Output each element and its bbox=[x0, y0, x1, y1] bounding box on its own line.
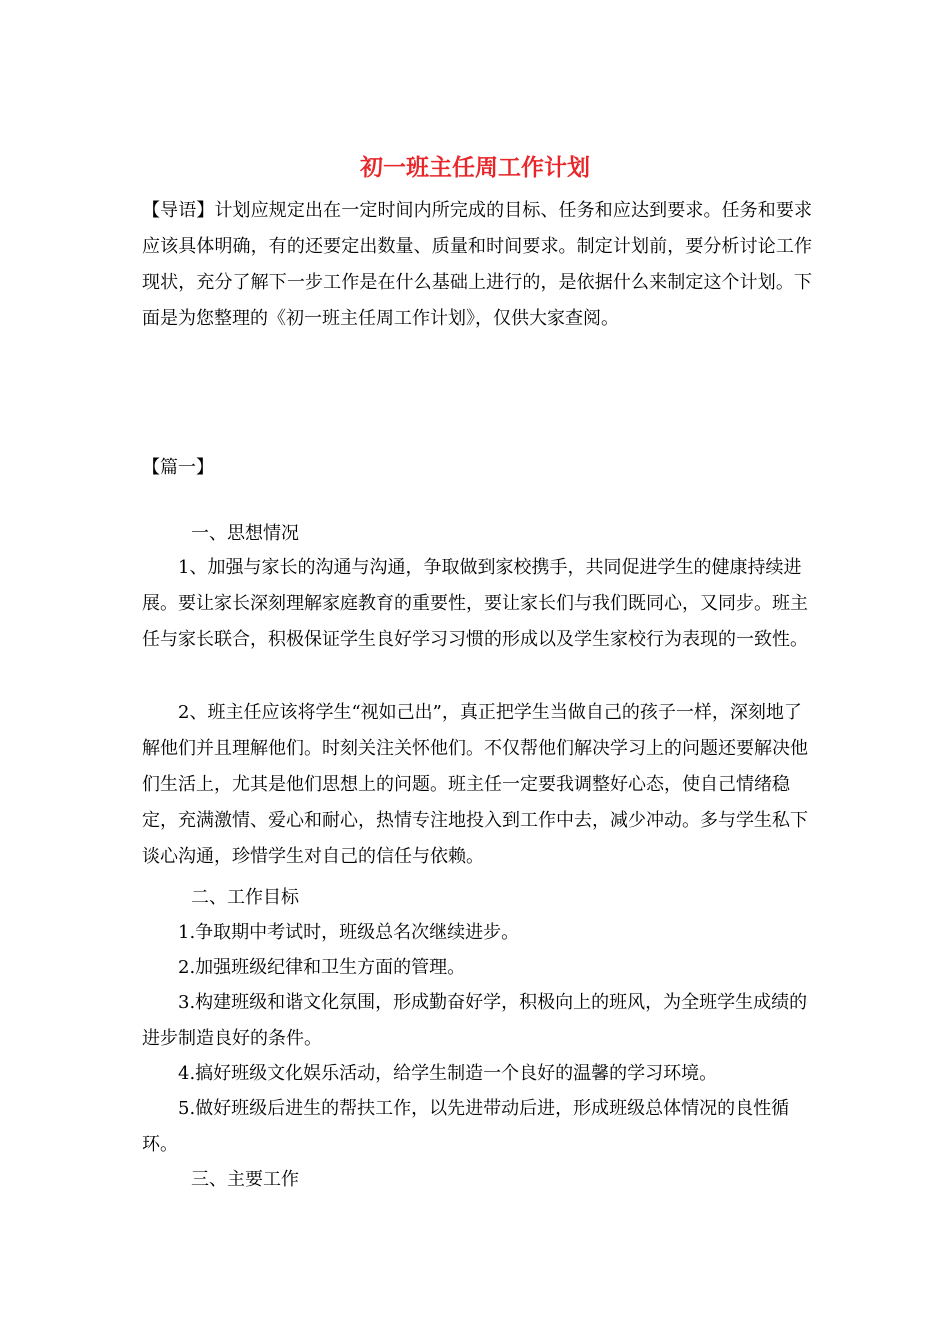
goal-item-3: 3.构建班级和谐文化氛围，形成勤奋好学，积极向上的班风，为全班学生成绩的进步制造良好的条件。 bbox=[142, 992, 808, 1049]
goal-item-1: 1.争取期中考试时，班级总名次继续进步。 bbox=[178, 922, 520, 943]
heading-work-goals: 二、工作目标 bbox=[191, 887, 299, 908]
intro-paragraph: 【导语】计划应规定出在一定时间内所完成的目标、任务和应达到要求。任务和要求应该具体明确，有的还要定出数量、质量和时间要求。制定计划前，要分析讨论工作现状，充分了解下一步工作是在什么基础上进行的，是依据什么来制定这个计划。下面是为您整理的《初一班主任周工作计划》，仅供大家查阅。 bbox=[142, 200, 812, 329]
heading-main-work: 三、主要工作 bbox=[191, 1169, 299, 1190]
goal-item-5: 5.做好班级后进生的帮扶工作，以先进带动后进，形成班级总体情况的良性循环。 bbox=[142, 1098, 790, 1155]
paragraph-thought-2: 2、班主任应该将学生“视如己出”，真正把学生当做自己的孩子一样，深刻地了解他们并且理解他们。时刻关注关怀他们。不仅帮他们解决学习上的问题还要解决他们生活上，尤其是他们思想上的问题。班主任一定要我调整好心态，使自己情绪稳定，充满激情、爱心和耐心，热情专注地投入到工作中去，减少冲动。多与学生私下谈心沟通，珍惜学生对自己的信任与依赖。 bbox=[142, 702, 808, 867]
heading-thought-situation: 一、思想情况 bbox=[191, 523, 299, 544]
goal-item-4: 4.搞好班级文化娱乐活动，给学生制造一个良好的温馨的学习环境。 bbox=[178, 1063, 718, 1084]
section-label: 【篇一】 bbox=[142, 457, 214, 478]
goal-item-2: 2.加强班级纪律和卫生方面的管理。 bbox=[178, 957, 466, 978]
document-title: 初一班主任周工作计划 bbox=[360, 154, 590, 181]
paragraph-thought-1: 1、加强与家长的沟通与沟通，争取做到家校携手，共同促进学生的健康持续进展。要让家长深刻理解家庭教育的重要性，要让家长们与我们既同心，又同步。班主任与家长联合，积极保证学生良好学习习惯的形成以及学生家校行为表现的一致性。 bbox=[142, 557, 808, 650]
